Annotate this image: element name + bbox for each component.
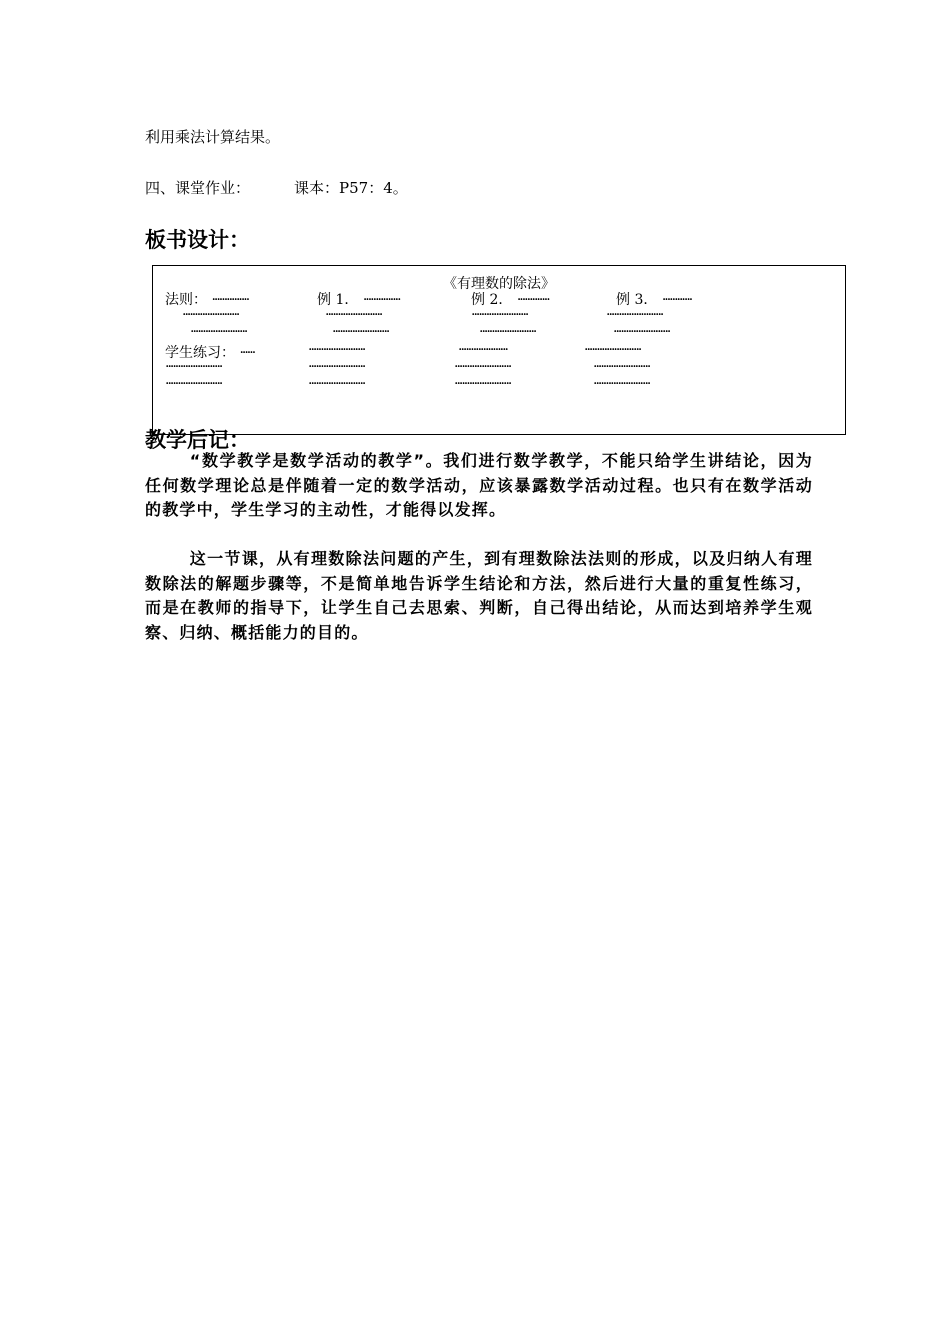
- board-dots: ·······················: [308, 376, 365, 392]
- board-dots: ·······················: [165, 376, 222, 392]
- board-example-2: [471, 289, 549, 309]
- rule-dots: ···············: [211, 292, 249, 308]
- board-dots: ·······················: [190, 324, 247, 340]
- board-dots: ······: [239, 345, 255, 361]
- homework-label: 四、课堂作业：: [145, 179, 251, 197]
- board-dots: ·······················: [165, 359, 222, 375]
- board-design-heading: 板书设计：: [145, 228, 250, 252]
- teaching-notes-paragraph-1: “数学教学是数学活动的教学”。我们进行数学教学，不能只给学生讲结论，因为任何数学理论总是伴随着一定的数学活动，应该暴露数学活动过程。也只有在数学活动的教学中，学生学习的主动性，才能得以发挥。: [145, 451, 813, 519]
- board-dots: ·······················: [479, 324, 536, 340]
- board-dots: ·······················: [593, 359, 650, 375]
- board-dots: ·······················: [593, 376, 650, 392]
- teaching-notes-heading: 教学后记：: [145, 428, 250, 452]
- example-3-label: 例 3．: [616, 292, 658, 308]
- board-dots: ·······················: [454, 376, 511, 392]
- board-dots: ·······················: [471, 307, 528, 323]
- example-2-label: 例 2．: [471, 292, 513, 308]
- example-2-dots: ·············: [516, 292, 549, 308]
- board-dots: ·······················: [332, 324, 389, 340]
- board-row-rules: [165, 289, 248, 309]
- board-title: 《有理数的除法》: [443, 276, 555, 292]
- board-dots: ·······················: [454, 359, 511, 375]
- board-dots: ·······················: [325, 307, 382, 323]
- board-dots: ·······················: [613, 324, 670, 340]
- board-dots: ·······················: [584, 342, 641, 358]
- rule-label: 法则：: [165, 292, 207, 308]
- board-dots: ·······················: [606, 307, 663, 323]
- text-line-homework: [145, 177, 408, 198]
- board-dots: ·······················: [308, 342, 365, 358]
- example-3-dots: ············: [661, 292, 692, 308]
- board-example-1: [317, 289, 400, 309]
- example-1-label: 例 1．: [317, 292, 359, 308]
- teaching-notes-paragraph-2: 这一节课，从有理数除法问题的产生，到有理数除法法则的形成，以及归纳人有理数除法的解题步骤等，不是简单地告诉学生结论和方法，然后进行大量的重复性练习，而是在教师的指导下，让学生自己去思索、判断，自己得出结论，从而达到培养学生观察、归纳、概括能力的目的。: [145, 549, 813, 642]
- example-1-dots: ···············: [362, 292, 400, 308]
- practice-label: 学生练习：: [165, 345, 235, 361]
- homework-reference: 课本：P57：4。: [294, 179, 408, 197]
- board-dots: ····················: [458, 342, 508, 358]
- board-dots: ·······················: [308, 359, 365, 375]
- board-dots: ·······················: [182, 307, 239, 323]
- board-design-box: [152, 265, 846, 435]
- text-line-multiplication: 利用乘法计算结果。: [145, 128, 281, 146]
- board-example-3: [616, 289, 691, 309]
